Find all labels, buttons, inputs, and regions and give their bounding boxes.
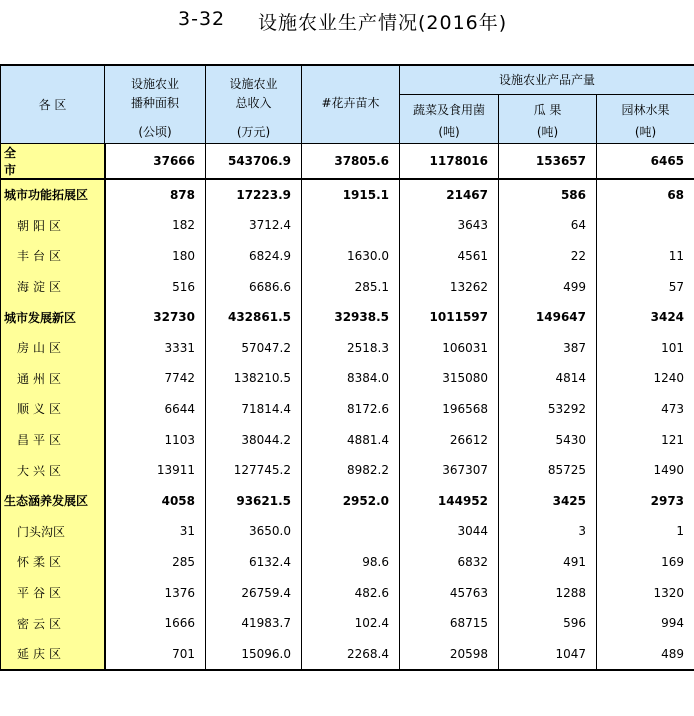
cell-vegetables: 26612 <box>400 424 499 455</box>
cell-sown: 4058 <box>105 485 206 516</box>
cell-flowers: 1630.0 <box>302 241 400 272</box>
cell-orchard: 1 <box>597 516 694 547</box>
header-vegetables: 蔬菜及食用菌 <box>400 94 499 120</box>
row-area: 通州区 <box>1 363 105 394</box>
cell-revenue: 138210.5 <box>206 363 302 394</box>
cell-sown: 878 <box>105 179 206 211</box>
cell-revenue: 71814.4 <box>206 394 302 425</box>
table-row <box>1 577 694 608</box>
cell-orchard: 994 <box>597 608 694 639</box>
page-title <box>0 6 694 34</box>
cell-flowers: 285.1 <box>302 271 400 302</box>
cell-revenue: 543706.9 <box>206 143 302 179</box>
table-row <box>1 455 694 486</box>
cell-orchard: 1490 <box>597 455 694 486</box>
cell-orchard: 473 <box>597 394 694 425</box>
cell-sown: 6644 <box>105 394 206 425</box>
row-area: 密云区 <box>1 608 105 639</box>
cell-vegetables: 196568 <box>400 394 499 425</box>
cell-vegetables: 1011597 <box>400 302 499 333</box>
cell-melons: 1047 <box>499 638 597 670</box>
cell-revenue: 6132.4 <box>206 547 302 578</box>
cell-revenue: 127745.2 <box>206 455 302 486</box>
cell-sown: 1376 <box>105 577 206 608</box>
table-row <box>1 143 694 179</box>
cell-melons: 387 <box>499 332 597 363</box>
row-area: 平谷区 <box>1 577 105 608</box>
cell-revenue: 6824.9 <box>206 241 302 272</box>
cell-orchard: 68 <box>597 179 694 211</box>
cell-revenue: 38044.2 <box>206 424 302 455</box>
row-area: 海淀区 <box>1 271 105 302</box>
header-flowers: #花卉苗木 <box>302 94 400 120</box>
header-melons-unit: (吨) <box>499 120 597 144</box>
cell-flowers: 37805.6 <box>302 143 400 179</box>
cell-melons: 3 <box>499 516 597 547</box>
cell-sown: 180 <box>105 241 206 272</box>
header-vegetables-unit: (吨) <box>400 120 499 144</box>
cell-melons: 64 <box>499 210 597 241</box>
cell-melons: 3425 <box>499 485 597 516</box>
cell-sown: 182 <box>105 210 206 241</box>
cell-flowers: 8384.0 <box>302 363 400 394</box>
row-area: 顺义区 <box>1 394 105 425</box>
table-row <box>1 638 694 670</box>
cell-melons: 22 <box>499 241 597 272</box>
cell-sown: 1103 <box>105 424 206 455</box>
cell-flowers: 8172.6 <box>302 394 400 425</box>
cell-flowers: 32938.5 <box>302 302 400 333</box>
cell-revenue: 41983.7 <box>206 608 302 639</box>
cell-sown: 1666 <box>105 608 206 639</box>
cell-melons: 153657 <box>499 143 597 179</box>
cell-flowers <box>302 210 400 241</box>
cell-flowers <box>302 516 400 547</box>
table-number: 3-32 <box>178 8 226 30</box>
row-area: 生态涵养发展区 <box>1 485 105 516</box>
cell-vegetables: 21467 <box>400 179 499 211</box>
cell-flowers: 98.6 <box>302 547 400 578</box>
cell-melons: 4814 <box>499 363 597 394</box>
header-sown-line2: 播种面积 <box>105 94 206 120</box>
cell-vegetables: 45763 <box>400 577 499 608</box>
cell-orchard: 57 <box>597 271 694 302</box>
row-area: 城市功能拓展区 <box>1 179 105 211</box>
table-row <box>1 547 694 578</box>
table-row <box>1 363 694 394</box>
table-row <box>1 179 694 211</box>
row-area: 全 市 <box>1 143 105 179</box>
cell-melons: 85725 <box>499 455 597 486</box>
header-revenue-line1: 设施农业 <box>206 65 302 94</box>
cell-flowers: 1915.1 <box>302 179 400 211</box>
cell-sown: 32730 <box>105 302 206 333</box>
row-area: 城市发展新区 <box>1 302 105 333</box>
table-row <box>1 241 694 272</box>
cell-revenue: 17223.9 <box>206 179 302 211</box>
cell-revenue: 432861.5 <box>206 302 302 333</box>
cell-melons: 1288 <box>499 577 597 608</box>
cell-vegetables: 144952 <box>400 485 499 516</box>
cell-vegetables: 4561 <box>400 241 499 272</box>
cell-flowers: 2518.3 <box>302 332 400 363</box>
table-header <box>1 65 694 143</box>
header-flowers-top <box>302 65 400 94</box>
header-sown-line1: 设施农业 <box>105 65 206 94</box>
row-area: 怀柔区 <box>1 547 105 578</box>
cell-vegetables: 13262 <box>400 271 499 302</box>
cell-orchard: 1320 <box>597 577 694 608</box>
cell-flowers: 8982.2 <box>302 455 400 486</box>
cell-revenue: 3712.4 <box>206 210 302 241</box>
cell-revenue: 3650.0 <box>206 516 302 547</box>
header-area: 各 区 <box>1 65 105 143</box>
cell-melons: 53292 <box>499 394 597 425</box>
cell-revenue: 93621.5 <box>206 485 302 516</box>
cell-melons: 586 <box>499 179 597 211</box>
cell-sown: 285 <box>105 547 206 578</box>
cell-vegetables: 6832 <box>400 547 499 578</box>
cell-orchard: 2973 <box>597 485 694 516</box>
cell-sown: 31 <box>105 516 206 547</box>
cell-sown: 701 <box>105 638 206 670</box>
cell-flowers: 482.6 <box>302 577 400 608</box>
cell-flowers: 2952.0 <box>302 485 400 516</box>
table-title: 设施农业生产情况(2016年) <box>258 12 508 34</box>
header-revenue-unit: (万元) <box>206 120 302 144</box>
cell-sown: 37666 <box>105 143 206 179</box>
cell-vegetables: 3044 <box>400 516 499 547</box>
cell-melons: 491 <box>499 547 597 578</box>
cell-revenue: 26759.4 <box>206 577 302 608</box>
cell-vegetables: 315080 <box>400 363 499 394</box>
header-revenue-line2: 总收入 <box>206 94 302 120</box>
cell-sown: 13911 <box>105 455 206 486</box>
table-row <box>1 210 694 241</box>
cell-orchard: 11 <box>597 241 694 272</box>
table-row <box>1 302 694 333</box>
cell-melons: 596 <box>499 608 597 639</box>
row-area: 昌平区 <box>1 424 105 455</box>
cell-melons: 149647 <box>499 302 597 333</box>
cell-vegetables: 68715 <box>400 608 499 639</box>
cell-orchard: 121 <box>597 424 694 455</box>
cell-orchard: 3424 <box>597 302 694 333</box>
cell-melons: 5430 <box>499 424 597 455</box>
cell-vegetables: 106031 <box>400 332 499 363</box>
cell-revenue: 15096.0 <box>206 638 302 670</box>
cell-orchard: 169 <box>597 547 694 578</box>
table-body <box>1 143 694 670</box>
cell-vegetables: 1178016 <box>400 143 499 179</box>
cell-vegetables: 20598 <box>400 638 499 670</box>
cell-sown: 7742 <box>105 363 206 394</box>
cell-orchard: 101 <box>597 332 694 363</box>
row-area: 朝阳区 <box>1 210 105 241</box>
header-orchard-unit: (吨) <box>597 120 694 144</box>
table-row <box>1 485 694 516</box>
cell-flowers: 2268.4 <box>302 638 400 670</box>
cell-sown: 516 <box>105 271 206 302</box>
cell-flowers: 4881.4 <box>302 424 400 455</box>
row-area: 房山区 <box>1 332 105 363</box>
header-output-group: 设施农业产品产量 <box>400 65 694 94</box>
cell-orchard <box>597 210 694 241</box>
table-row <box>1 424 694 455</box>
data-table <box>0 64 694 671</box>
row-area: 延庆区 <box>1 638 105 670</box>
cell-sown: 3331 <box>105 332 206 363</box>
table-row <box>1 516 694 547</box>
cell-revenue: 6686.6 <box>206 271 302 302</box>
cell-vegetables: 3643 <box>400 210 499 241</box>
cell-orchard: 6465 <box>597 143 694 179</box>
row-area: 门头沟区 <box>1 516 105 547</box>
header-orchard: 园林水果 <box>597 94 694 120</box>
header-sown-unit: (公顷) <box>105 120 206 144</box>
cell-flowers: 102.4 <box>302 608 400 639</box>
cell-vegetables: 367307 <box>400 455 499 486</box>
cell-melons: 499 <box>499 271 597 302</box>
row-area: 丰台区 <box>1 241 105 272</box>
header-melons: 瓜 果 <box>499 94 597 120</box>
table-row <box>1 332 694 363</box>
header-flowers-bottom <box>302 120 400 144</box>
cell-orchard: 1240 <box>597 363 694 394</box>
table-row <box>1 271 694 302</box>
cell-orchard: 489 <box>597 638 694 670</box>
cell-revenue: 57047.2 <box>206 332 302 363</box>
table-row <box>1 394 694 425</box>
table-row <box>1 608 694 639</box>
row-area: 大兴区 <box>1 455 105 486</box>
